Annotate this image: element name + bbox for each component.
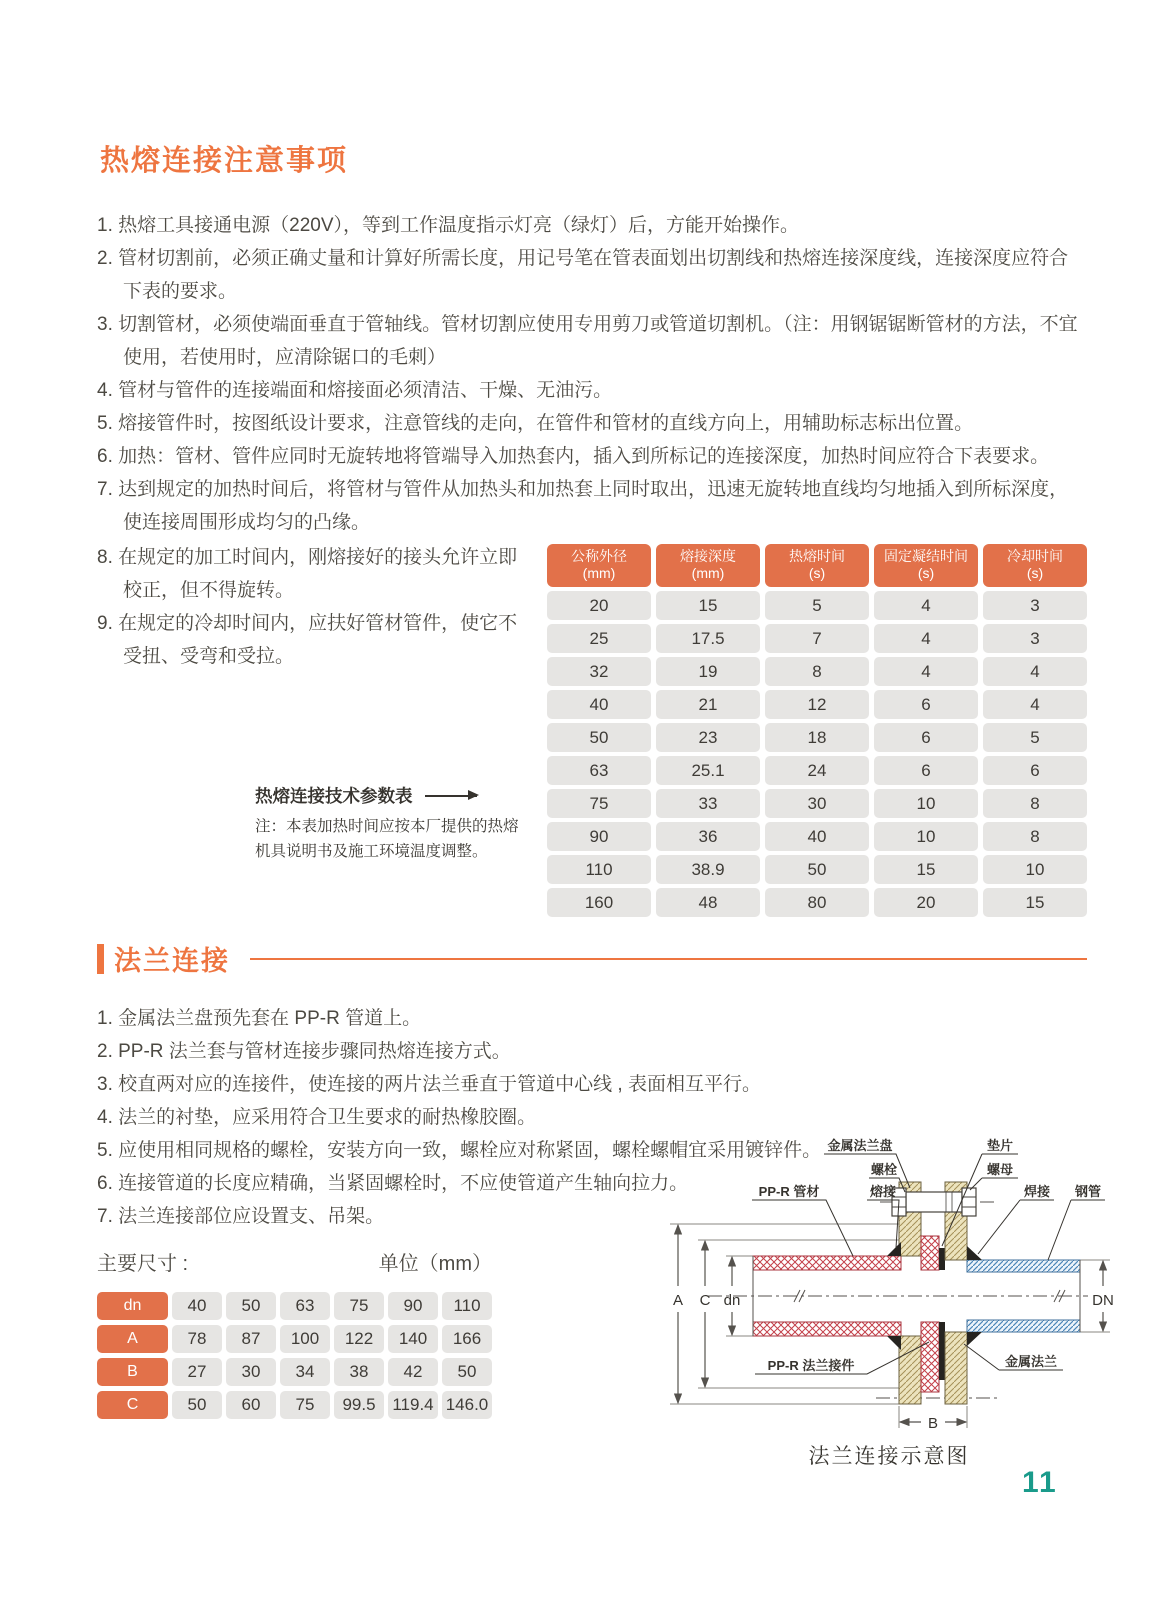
note-title: 热熔连接技术参数表 bbox=[255, 786, 413, 806]
table-row bbox=[547, 723, 1087, 752]
header-line2: (s) bbox=[808, 565, 826, 581]
table-cell: 15 bbox=[874, 855, 978, 884]
table-row bbox=[547, 591, 1087, 620]
table-cell: 18 bbox=[765, 723, 869, 752]
table-cell: 80 bbox=[765, 888, 869, 917]
header-line1: 熔接深度 bbox=[680, 548, 736, 564]
table-cell: 140 bbox=[388, 1325, 438, 1353]
table-cell: 48 bbox=[656, 888, 760, 917]
section1-title: 热熔连接注意事项 bbox=[100, 145, 349, 177]
fusion-label: 熔接 bbox=[869, 1184, 897, 1199]
list-item: 5. 应使用相同规格的螺栓，安装方向一致，螺栓应对称紧固，螺栓螺帽宜采用镀锌件。 bbox=[97, 1140, 822, 1161]
row-header: dn bbox=[97, 1292, 168, 1320]
list-item: 1. 金属法兰盘预先套在 PP-R 管道上。 bbox=[97, 1008, 422, 1029]
ppr-flange-adapter-label: PP-R 法兰接件 bbox=[767, 1358, 855, 1373]
table-cell: 100 bbox=[280, 1325, 330, 1353]
table-cell: 5 bbox=[983, 723, 1087, 752]
column-header bbox=[874, 544, 978, 587]
ppr-flange-adapter bbox=[921, 1236, 939, 1392]
section2-heading bbox=[97, 939, 1087, 978]
table-cell: 3 bbox=[983, 624, 1087, 653]
list-item: 3. 切割管材，必须使端面垂直于管轴线。管材切割应使用专用剪刀或管道切割机。（注：用钢锯锯断管材的方法，不宜使用，若使用时，应清除锯口的毛刺） bbox=[97, 314, 1078, 368]
section2-title: 法兰连接 bbox=[114, 946, 230, 976]
table-cell: 10 bbox=[874, 789, 978, 818]
table-cell: 110 bbox=[547, 855, 651, 884]
table-cell: 34 bbox=[280, 1358, 330, 1386]
column-header bbox=[765, 544, 869, 587]
unit-label: 单位（mm） bbox=[378, 1253, 492, 1275]
table-cell: 32 bbox=[547, 657, 651, 686]
dim-b-label: B bbox=[927, 1415, 939, 1432]
table-cell: 36 bbox=[656, 822, 760, 851]
header-line1: 冷却时间 bbox=[1007, 548, 1063, 564]
table-cell: 12 bbox=[765, 690, 869, 719]
table-row bbox=[547, 690, 1087, 719]
table-cell: 50 bbox=[765, 855, 869, 884]
table-cell: 15 bbox=[656, 591, 760, 620]
hot-melt-notes-list bbox=[97, 209, 1087, 539]
table-cell: 10 bbox=[983, 855, 1087, 884]
table-cell: 30 bbox=[226, 1358, 276, 1386]
table-cell: 78 bbox=[172, 1325, 222, 1353]
table-cell: 8 bbox=[983, 822, 1087, 851]
table-cell: 4 bbox=[983, 657, 1087, 686]
weld-label: 焊接 bbox=[1023, 1184, 1051, 1199]
table-cell: 23 bbox=[656, 723, 760, 752]
table-cell: 33 bbox=[656, 789, 760, 818]
header-line2: (mm) bbox=[582, 565, 616, 581]
header-line1: 热熔时间 bbox=[789, 548, 845, 564]
table-cell: 146.0 bbox=[442, 1391, 492, 1419]
row-header: B bbox=[97, 1358, 168, 1386]
table-header-row bbox=[547, 544, 1087, 587]
list-item: 4. 管材与管件的连接端面和熔接面必须清洁、干燥、无油污。 bbox=[97, 380, 613, 401]
table-cell: 4 bbox=[874, 657, 978, 686]
table-cell: 119.4 bbox=[388, 1391, 438, 1419]
heading-bar-icon bbox=[97, 944, 104, 974]
table-cell: 17.5 bbox=[656, 624, 760, 653]
bolt-label: 螺栓 bbox=[870, 1162, 898, 1177]
column-header bbox=[656, 544, 760, 587]
page-number: 11 bbox=[1022, 1466, 1058, 1499]
hot-melt-notes-list-continued bbox=[97, 541, 535, 673]
note-title-row bbox=[255, 783, 523, 808]
gasket-label: 垫片 bbox=[986, 1138, 1014, 1153]
parameter-table-note bbox=[255, 783, 523, 864]
table-row bbox=[547, 822, 1087, 851]
nut-label: 螺母 bbox=[986, 1162, 1014, 1177]
list-item: 4. 法兰的衬垫，应采用符合卫生要求的耐热橡胶圈。 bbox=[97, 1107, 537, 1128]
table-row bbox=[97, 1325, 492, 1353]
table-cell: 10 bbox=[874, 822, 978, 851]
column-header bbox=[547, 544, 651, 587]
table-row bbox=[97, 1358, 492, 1386]
flange-diagram-svg bbox=[648, 1136, 1130, 1436]
table-cell: 50 bbox=[442, 1358, 492, 1386]
table-cell: 21 bbox=[656, 690, 760, 719]
table-cell: 20 bbox=[874, 888, 978, 917]
table-cell: 63 bbox=[547, 756, 651, 785]
table-cell: 75 bbox=[334, 1292, 384, 1320]
parameter-table bbox=[547, 544, 1087, 921]
list-item: 1. 热熔工具接通电源（220V），等到工作温度指示灯亮（绿灯）后，方能开始操作。 bbox=[97, 215, 800, 236]
table-cell: 90 bbox=[547, 822, 651, 851]
table-row bbox=[547, 624, 1087, 653]
bolt bbox=[892, 1188, 976, 1216]
table-cell: 75 bbox=[280, 1391, 330, 1419]
metal-flange-label: 金属法兰 bbox=[1004, 1354, 1058, 1369]
table-cell: 6 bbox=[874, 723, 978, 752]
header-line1: 固定凝结时间 bbox=[884, 548, 968, 564]
header-line1: 公称外径 bbox=[571, 548, 627, 564]
table-cell: 15 bbox=[983, 888, 1087, 917]
table-cell: 122 bbox=[334, 1325, 384, 1353]
table-cell: 50 bbox=[226, 1292, 276, 1320]
flange-diagram bbox=[648, 1136, 1130, 1470]
table-row bbox=[97, 1292, 492, 1320]
table-cell: 4 bbox=[874, 624, 978, 653]
table-row bbox=[97, 1391, 492, 1419]
table-row bbox=[547, 756, 1087, 785]
table-cell: 90 bbox=[388, 1292, 438, 1320]
list-item: 9. 在规定的冷却时间内，应扶好管材管件，使它不受扭、受弯和受拉。 bbox=[97, 613, 518, 667]
list-item: 7. 达到规定的加热时间后，将管材与管件从加热头和加热套上同时取出，迅速无旋转地直线均匀地插入到所标深度，使连接周围形成均匀的凸缘。 bbox=[97, 479, 1069, 533]
table-cell: 25 bbox=[547, 624, 651, 653]
table-cell: 20 bbox=[547, 591, 651, 620]
dim-DN-label: DN bbox=[1092, 1292, 1114, 1309]
table-row bbox=[547, 789, 1087, 818]
row-header: A bbox=[97, 1325, 168, 1353]
section1-left-column bbox=[97, 541, 547, 864]
table-cell: 40 bbox=[172, 1292, 222, 1320]
table-row bbox=[547, 855, 1087, 884]
dim-c-label: C bbox=[699, 1292, 711, 1309]
header-line2: (s) bbox=[1026, 565, 1044, 581]
table-cell: 38.9 bbox=[656, 855, 760, 884]
table-row bbox=[547, 888, 1087, 917]
list-item: 5. 熔接管件时，按图纸设计要求，注意管线的走向，在管件和管材的直线方向上，用辅助标志标出位置。 bbox=[97, 413, 974, 434]
row-header: C bbox=[97, 1391, 168, 1419]
table-cell: 6 bbox=[874, 756, 978, 785]
header-line2: (s) bbox=[917, 565, 935, 581]
list-item: 7. 法兰连接部位应设置支、吊架。 bbox=[97, 1206, 385, 1227]
table-cell: 40 bbox=[547, 690, 651, 719]
flange-plate-label: 金属法兰盘 bbox=[827, 1138, 893, 1153]
table-cell: 4 bbox=[983, 690, 1087, 719]
table-cell: 24 bbox=[765, 756, 869, 785]
table-cell: 75 bbox=[547, 789, 651, 818]
table-cell: 25.1 bbox=[656, 756, 760, 785]
table-cell: 42 bbox=[388, 1358, 438, 1386]
table-cell: 110 bbox=[442, 1292, 492, 1320]
table-cell: 87 bbox=[226, 1325, 276, 1353]
list-item: 2. PP-R 法兰套与管材连接步骤同热熔连接方式。 bbox=[97, 1041, 511, 1062]
dim-dn-label: dn bbox=[723, 1292, 741, 1309]
table-cell: 50 bbox=[172, 1391, 222, 1419]
table-cell: 99.5 bbox=[334, 1391, 384, 1419]
note-text: 注：本表加热时间应按本厂提供的热熔机具说明书及施工环境温度调整。 bbox=[255, 818, 519, 860]
table-cell: 8 bbox=[983, 789, 1087, 818]
dimensions-header bbox=[97, 1247, 492, 1276]
table-cell: 160 bbox=[547, 888, 651, 917]
table-cell: 19 bbox=[656, 657, 760, 686]
table-cell: 60 bbox=[226, 1391, 276, 1419]
heading-rule bbox=[250, 958, 1087, 960]
ppr-pipe-label: PP-R 管材 bbox=[758, 1184, 820, 1199]
column-header bbox=[983, 544, 1087, 587]
list-item: 8. 在规定的加工时间内，刚熔接好的接头允许立即校正，但不得旋转。 bbox=[97, 547, 518, 601]
dim-a-label: A bbox=[672, 1292, 684, 1309]
diagram-caption: 法兰连接示意图 bbox=[808, 1445, 970, 1468]
list-item: 2. 管材切割前，必须正确丈量和计算好所需长度，用记号笔在管表面划出切割线和热熔连接深度线，连接深度应符合下表的要求。 bbox=[97, 248, 1069, 302]
section1-bottom-row bbox=[97, 541, 1087, 921]
gasket bbox=[939, 1248, 945, 1380]
table-cell: 7 bbox=[765, 624, 869, 653]
table-cell: 50 bbox=[547, 723, 651, 752]
header-line2: (mm) bbox=[691, 565, 725, 581]
table-row bbox=[547, 657, 1087, 686]
table-cell: 27 bbox=[172, 1358, 222, 1386]
table-cell: 6 bbox=[983, 756, 1087, 785]
table-cell: 30 bbox=[765, 789, 869, 818]
table-cell: 166 bbox=[442, 1325, 492, 1353]
table-cell: 4 bbox=[874, 591, 978, 620]
table-cell: 3 bbox=[983, 591, 1087, 620]
table-cell: 5 bbox=[765, 591, 869, 620]
table-cell: 38 bbox=[334, 1358, 384, 1386]
arrow-right-icon bbox=[425, 795, 477, 797]
table-cell: 6 bbox=[874, 690, 978, 719]
dimensions-label: 主要尺寸 : bbox=[97, 1253, 189, 1275]
table-cell: 8 bbox=[765, 657, 869, 686]
steel-pipe-label: 钢管 bbox=[1074, 1184, 1102, 1199]
table-cell: 63 bbox=[280, 1292, 330, 1320]
list-item: 6. 连接管道的长度应精确，当紧固螺栓时，不应使管道产生轴向拉力。 bbox=[97, 1173, 689, 1194]
table-cell: 40 bbox=[765, 822, 869, 851]
list-item: 3. 校直两对应的连接件，使连接的两片法兰垂直于管道中心线 , 表面相互平行。 bbox=[97, 1074, 761, 1095]
list-item: 6. 加热：管材、管件应同时无旋转地将管端导入加热套内，插入到所标记的连接深度，加热时间应符合下表要求。 bbox=[97, 446, 1050, 467]
